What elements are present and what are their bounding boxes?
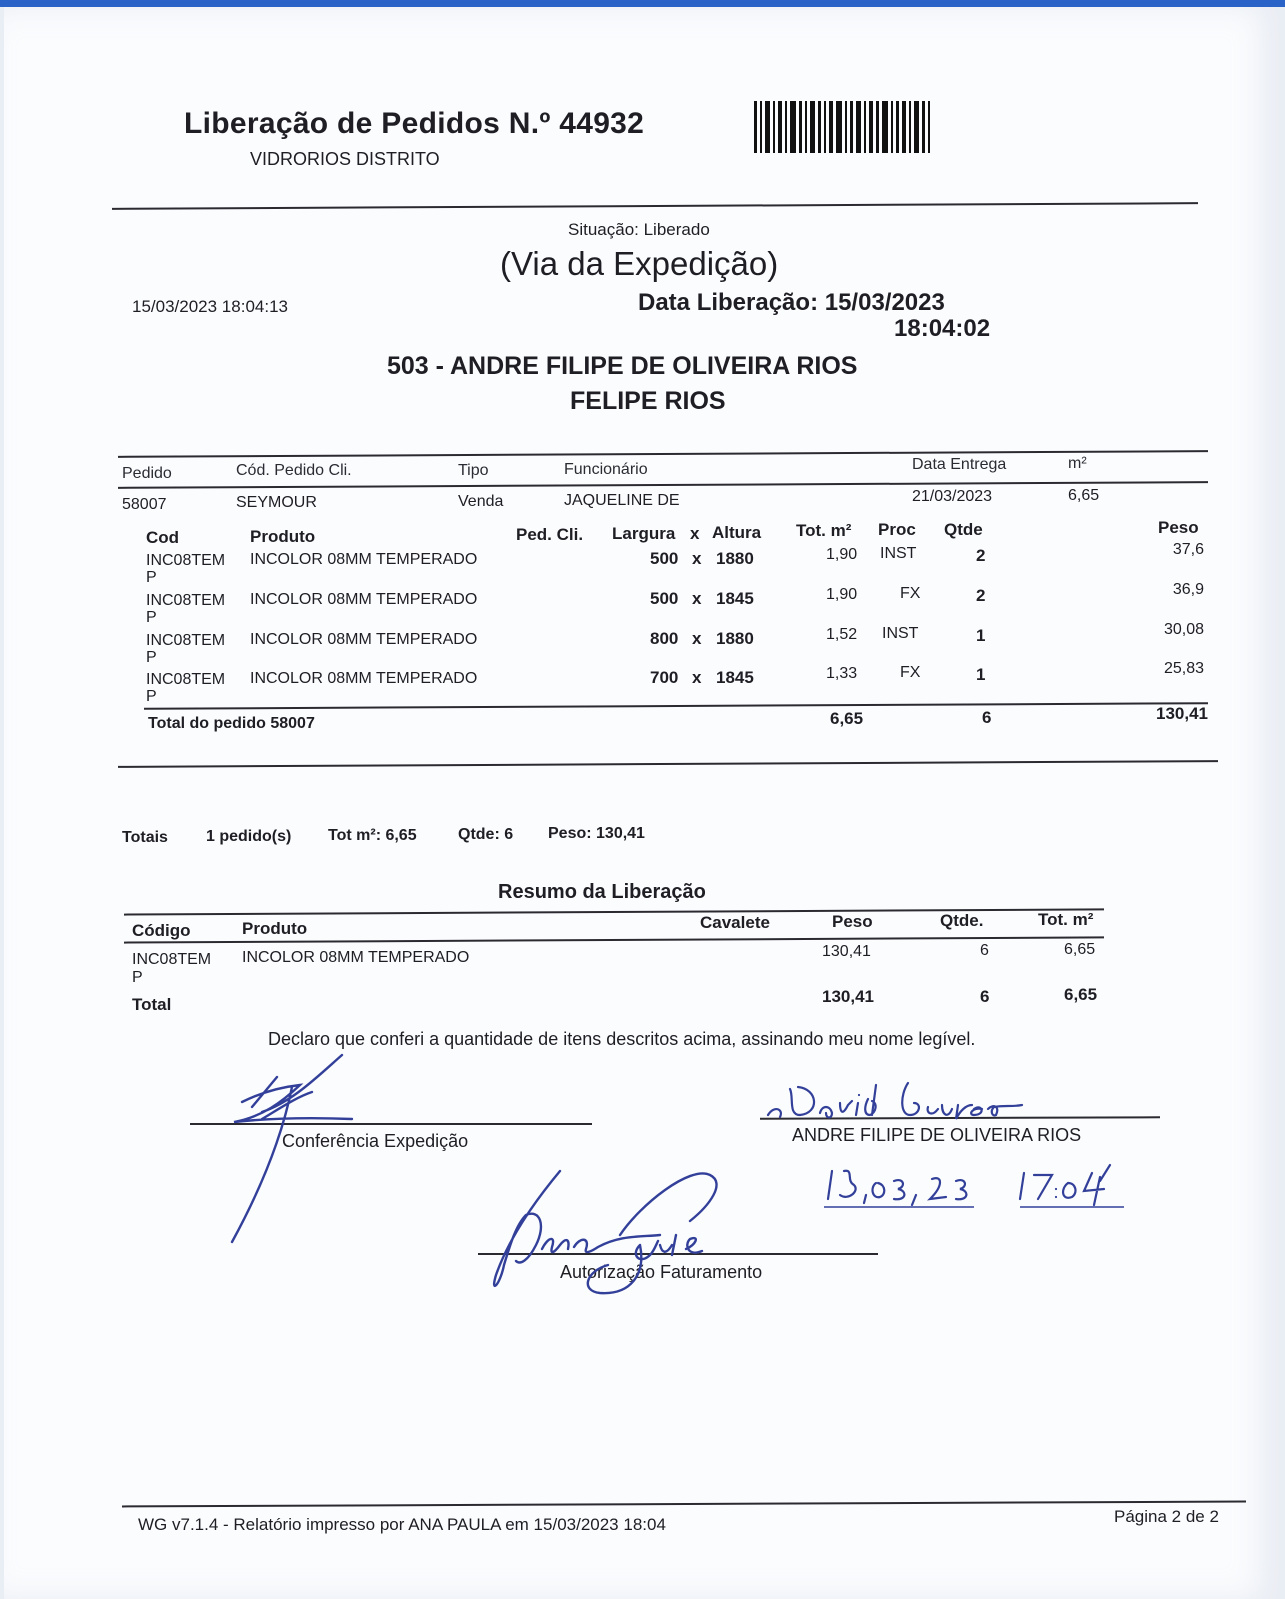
item-produto: INCOLOR 08MM TEMPERADO	[250, 551, 478, 568]
order-total-rule	[144, 702, 1208, 709]
order-total-m2: 6,65	[830, 709, 864, 728]
order-table-top-rule	[118, 450, 1208, 457]
item-produto: INCOLOR 08MM TEMPERADO	[250, 631, 478, 648]
summary-row-qtde: 6	[980, 942, 989, 959]
summary-row-codigo: INC08TEM	[132, 951, 212, 968]
item-peso: 37,6	[1172, 541, 1204, 558]
col-largura: Largura	[612, 524, 676, 543]
totals-peso: Peso: 130,41	[548, 825, 645, 842]
summary-row-tot-m2: 6,65	[1064, 941, 1096, 958]
signature-label-cliente: ANDRE FILIPE DE OLIVEIRA RIOS	[792, 1125, 1082, 1145]
release-date: Data Liberação: 15/03/2023	[638, 289, 945, 316]
value-data-entrega: 21/03/2023	[912, 488, 993, 505]
order-total-label: Total do pedido 58007	[148, 715, 315, 732]
item-cod-cont: P	[146, 688, 157, 705]
item-produto: INCOLOR 08MM TEMPERADO	[250, 591, 478, 608]
item-cod: INC08TEM	[146, 671, 226, 688]
col-proc: Proc	[878, 520, 916, 539]
item-cod: INC08TEM	[146, 632, 226, 649]
item-cod-cont: P	[146, 569, 157, 586]
item-x: x	[692, 629, 702, 648]
signature-label-conferencia: Conferência Expedição	[282, 1131, 469, 1151]
summary-title: Resumo da Liberação	[498, 881, 706, 903]
status-text: Situação: Liberado	[568, 220, 710, 239]
item-proc: FX	[900, 585, 921, 602]
signature-label-autorizacao: Autorização Faturamento	[560, 1262, 763, 1282]
summary-col-cavalete: Cavalete	[700, 913, 770, 932]
summary-col-codigo: Código	[132, 921, 191, 940]
totals-label: Totais	[122, 829, 168, 846]
summary-col-peso: Peso	[832, 912, 873, 931]
item-peso: 25,83	[1163, 660, 1204, 677]
col-funcionario: Funcionário	[564, 461, 648, 478]
item-x: x	[692, 668, 702, 687]
summary-row-codigo-cont: P	[132, 969, 143, 986]
value-cod-pedido-cli: SEYMOUR	[236, 494, 317, 511]
value-pedido: 58007	[122, 496, 167, 513]
item-qtde: 2	[976, 586, 986, 605]
order-total-peso: 130,41	[1156, 704, 1208, 723]
declaration-text: Declaro que conferi a quantidade de itens descritos acima, assinando meu nome legível.	[268, 1029, 976, 1049]
value-tipo: Venda	[458, 493, 504, 510]
item-proc: INST	[882, 625, 919, 642]
via-label: (Via da Expedição)	[500, 245, 779, 282]
item-tot-m2: 1,33	[826, 665, 858, 682]
handwritten-signature-cliente	[760, 1075, 1040, 1135]
totals-m2: Tot m²: 6,65	[328, 827, 417, 844]
item-produto: INCOLOR 08MM TEMPERADO	[250, 670, 478, 687]
col-data-entrega: Data Entrega	[912, 456, 1007, 473]
summary-total-qtde: 6	[980, 987, 990, 1006]
item-cod: INC08TEM	[146, 552, 226, 569]
footer-page-number: Página 2 de 2	[1114, 1507, 1219, 1526]
summary-col-qtde: Qtde.	[940, 911, 984, 930]
order-total-qtde: 6	[982, 708, 992, 727]
item-largura: 500	[650, 549, 679, 568]
col-ped-cli: Ped. Cli.	[516, 525, 584, 544]
col-produto: Produto	[250, 527, 316, 546]
item-tot-m2: 1,52	[826, 626, 858, 643]
item-qtde: 1	[976, 665, 986, 684]
barcode	[754, 101, 944, 153]
item-cod-cont: P	[146, 649, 157, 666]
totals-pedidos: 1 pedido(s)	[206, 828, 292, 845]
item-largura: 700	[650, 668, 679, 687]
col-cod-pedido-cli: Cód. Pedido Cli.	[236, 462, 352, 479]
company-name: VIDRORIOS DISTRITO	[250, 149, 440, 169]
item-qtde: 1	[976, 626, 986, 645]
summary-total-peso: 130,41	[822, 987, 874, 1006]
col-altura: Altura	[712, 523, 762, 542]
release-time: 18:04:02	[894, 315, 991, 342]
summary-total-tot-m2: 6,65	[1064, 985, 1098, 1004]
document-title: Liberação de Pedidos N.º 44932	[184, 107, 645, 140]
item-peso: 30,08	[1163, 621, 1204, 638]
printed-timestamp: 15/03/2023 18:04:13	[132, 297, 288, 316]
client-nickname: FELIPE RIOS	[570, 387, 726, 415]
totals-qtde: Qtde: 6	[458, 826, 514, 843]
item-cod: INC08TEM	[146, 592, 226, 609]
item-cod-cont: P	[146, 609, 157, 626]
col-m2: m²	[1068, 455, 1087, 472]
top-edge-strip	[0, 0, 1285, 7]
item-peso: 36,9	[1172, 581, 1204, 598]
summary-row-produto: INCOLOR 08MM TEMPERADO	[242, 949, 470, 966]
item-altura: 1880	[716, 629, 754, 648]
item-tot-m2: 1,90	[826, 546, 858, 563]
col-qtde: Qtde	[944, 520, 983, 539]
item-tot-m2: 1,90	[826, 586, 858, 603]
client-name: 503 - ANDRE FILIPE DE OLIVEIRA RIOS	[387, 352, 858, 380]
footer-printed-by: WG v7.1.4 - Relatório impresso por ANA PAULA em 15/03/2023 18:04	[138, 1515, 666, 1534]
summary-row-peso: 130,41	[822, 943, 871, 960]
item-x: x	[692, 549, 702, 568]
col-tot-m2: Tot. m²	[796, 521, 852, 540]
col-peso: Peso	[1158, 518, 1199, 537]
col-cod: Cod	[146, 528, 180, 547]
item-largura: 800	[650, 629, 679, 648]
document-sheet	[4, 7, 1279, 1599]
item-altura: 1845	[716, 589, 754, 608]
item-proc: FX	[900, 664, 921, 681]
item-x: x	[692, 589, 702, 608]
item-altura: 1880	[716, 549, 754, 568]
summary-total-label: Total	[132, 995, 172, 1014]
item-largura: 500	[650, 589, 679, 608]
summary-col-tot-m2: Tot. m²	[1038, 910, 1094, 929]
header-divider	[112, 202, 1198, 210]
col-pedido: Pedido	[122, 465, 172, 482]
col-tipo: Tipo	[458, 462, 489, 479]
value-funcionario: JAQUELINE DE	[564, 492, 680, 509]
order-table-header-rule	[118, 481, 1208, 488]
item-proc: INST	[880, 545, 917, 562]
summary-col-produto: Produto	[242, 919, 308, 938]
value-m2: 6,65	[1068, 487, 1100, 504]
col-x: x	[690, 524, 700, 543]
item-altura: 1845	[716, 668, 754, 687]
item-qtde: 2	[976, 546, 986, 565]
footer-rule	[122, 1501, 1246, 1507]
handwritten-signature-autorizacao	[490, 1165, 750, 1305]
handwritten-date	[824, 1157, 1144, 1217]
order-section-end-rule	[118, 760, 1218, 768]
handwritten-signature-conferencia	[222, 1047, 372, 1247]
